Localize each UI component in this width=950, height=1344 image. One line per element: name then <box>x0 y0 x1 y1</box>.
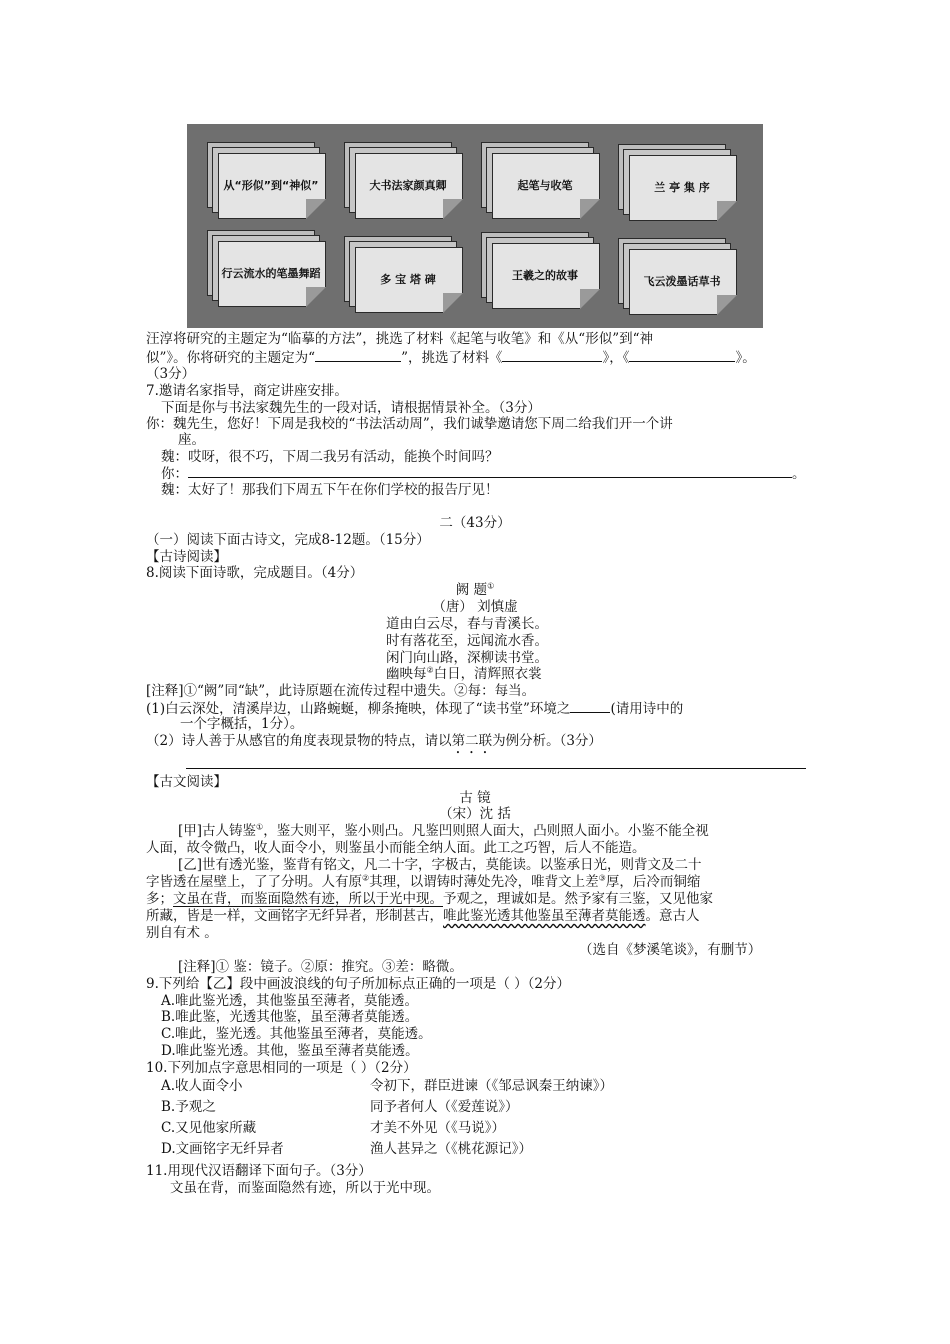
card-label: 王羲之的故事 <box>512 269 578 282</box>
prose-author: （宋）沈 括 <box>439 806 511 822</box>
yi-4-wavy: 唯此鉴光透其他鉴虽至薄者莫能透 <box>443 908 646 924</box>
card-label: 从“形似”到“神似” <box>223 179 319 192</box>
jia-1b: ，鉴大则平，鉴小则凸。凡鉴凹则照人面大，凸则照人面小。小鉴不能全视 <box>263 823 709 839</box>
q9-title: 9.下列给【乙】段中画波浪线的句子所加标点正确的一项是（ ）（2分） <box>146 976 571 992</box>
poem-line-4a: 幽映每 <box>386 666 427 682</box>
poem-notes: [注释]①“阙”同“缺”，此诗原题在流传过程中遗失。②每：每当。 <box>146 683 536 699</box>
poem-line-2: 时有落花至，远闻流水香。 <box>386 633 548 649</box>
q8-title: 8.阅读下面诗歌，完成题目。（4分） <box>146 565 364 581</box>
q8-sub1-text: (1)白云深处，清溪岸边，山路蜿蜒，柳条掩映，体现了“读书堂”环境之 <box>146 701 571 717</box>
q8-sub2-text-b: 为例分析。（3分） <box>492 733 602 749</box>
prose-title: 古 镜 <box>459 790 491 806</box>
yi-line-2 <box>146 874 700 890</box>
yi-3a: 多； <box>146 891 173 907</box>
card-label: 兰 亭 集 序 <box>654 181 710 194</box>
q10-a-right: 令初下，群臣进谏（《邹忌讽秦王纳谏》） <box>370 1078 613 1094</box>
yi-2-note2: ③ <box>598 873 606 883</box>
q9-option-b[interactable]: B.唯此鉴，光透其他鉴，虽至薄者莫能透。 <box>161 1009 419 1025</box>
q9-option-c[interactable]: C.唯此，鉴光透。其他鉴虽至薄者，莫能透。 <box>161 1026 432 1042</box>
q7-you-2-label: 你： <box>161 466 188 482</box>
q10-c-left[interactable]: C.又见他家所藏 <box>161 1120 257 1136</box>
yi-line-5: 别自有术 。 <box>146 925 218 941</box>
poem-author: （唐） 刘慎虚 <box>432 599 518 615</box>
q6-line1: 汪淳将研究的主题定为“临摹的方法”，挑选了材料《起笔与收笔》和《从“形似”到“神 <box>146 331 654 347</box>
q7-title: 7.邀请名家指导，商定讲座安排。 <box>146 383 348 399</box>
yi-line-1: [乙]世有透光鉴，鉴背有铭文，凡二十字，字极古，莫能读。以鉴承日光，则背文及二十 <box>178 857 702 873</box>
q6-score: （3分） <box>146 366 196 382</box>
q11-sentence: 文虽在背，而鉴面隐然有迹，所以于光中现。 <box>170 1180 440 1196</box>
yi-4a: 所藏，皆是一样，文画铭字无纤异者，形制甚古， <box>146 908 443 924</box>
q10-d-right: 渔人甚异之（《桃花源记》） <box>370 1141 532 1157</box>
q6-blank-material-1[interactable] <box>502 349 602 362</box>
yi-3-underlined: 文虽在背，而鉴面隐然有迹，所以于光中现。 <box>173 891 443 907</box>
q11-title: 11.用现代汉语翻译下面句子。（3分） <box>146 1163 372 1179</box>
q8-sub2 <box>146 733 602 757</box>
yi-2b: 其理，以谓铸时薄处先冷，唯背文上差 <box>369 874 599 890</box>
yi-3b: 予观之，理诚如是。然予家有三鉴，又见他家 <box>443 891 713 907</box>
yi-line-3 <box>146 891 713 907</box>
q6-text-c: 》，《 <box>602 350 630 366</box>
q9-option-a[interactable]: A.唯此鉴光透，其他鉴虽至薄者，莫能透。 <box>161 993 419 1009</box>
section2-part1: （一）阅读下面古诗文，完成8-12题。（15分） <box>146 532 430 548</box>
card-4 <box>618 144 736 220</box>
poem-line-1: 道由白云尽，春与青溪长。 <box>386 616 548 632</box>
q6-blank-topic[interactable] <box>315 349 401 362</box>
q7-you-1b: 座。 <box>178 432 205 448</box>
q9-option-d[interactable]: D.唯此鉴光透。其他，鉴虽至薄者莫能透。 <box>161 1043 419 1059</box>
yi-2a: 字皆透在屋壁上，了了分明。人有原 <box>146 874 362 890</box>
card-label: 飞云泼墨话草书 <box>643 275 721 288</box>
q7-you-1a: 你：魏先生，您好！下周是我校的“书法活动周”，我们诚挚邀请您下周二给我们开一个讲 <box>146 416 673 432</box>
q6-blank-material-2[interactable] <box>629 349 735 362</box>
jia-line-1 <box>178 823 709 839</box>
card-6 <box>344 236 462 312</box>
q7-answer-blank[interactable] <box>188 465 792 478</box>
q10-a-left[interactable]: A.收人面令小 <box>161 1078 243 1094</box>
jia-line-2: 人面，故令微凸，收人面令小，则鉴虽小而能全纳人面。此工之巧智，后人不能造。 <box>146 840 646 856</box>
q10-b-right: 同予者何人（《爱莲说》） <box>370 1099 519 1115</box>
poem-title <box>400 582 550 598</box>
card-1 <box>207 142 325 218</box>
yi-2-note: ② <box>362 873 370 883</box>
poem-line-4-note: ② <box>426 665 434 675</box>
q8-sub2-text-a: （2）诗人善于从感官的角度表现景物的特点，请以 <box>146 733 452 749</box>
poem-line-4 <box>386 666 542 682</box>
q6-line2 <box>146 349 756 366</box>
card-8 <box>618 238 736 314</box>
q7-you-2 <box>161 465 806 482</box>
q7-wei-2: 魏：太好了！那我们下周五下午在你们学校的报告厅见！ <box>161 482 499 498</box>
q8-sub1-blank[interactable] <box>570 700 610 713</box>
poem-title-text: 阙 题 <box>455 582 488 598</box>
q8-sub2-dotted: 第二联 <box>451 733 493 749</box>
q6-text-d: 》。 <box>735 350 756 366</box>
prose-source: （选自《梦溪笔谈》，有删节） <box>579 942 762 958</box>
cards-photo <box>187 124 763 328</box>
q7-intro: 下面是你与书法家魏先生的一段对话，请根据情景补全。（3分） <box>161 400 541 416</box>
prose-header: 【古文阅读】 <box>146 774 227 790</box>
q7-you-2-end: 。 <box>792 466 806 482</box>
card-2 <box>344 142 462 218</box>
yi-line-4 <box>146 908 700 924</box>
q10-c-right: 才美不外见（《马说》） <box>370 1120 505 1136</box>
poem-header: 【古诗阅读】 <box>146 549 227 565</box>
yi-4b: 。意古人 <box>645 908 700 924</box>
card-label: 多 宝 塔 碑 <box>380 273 436 286</box>
section2-title: 二（43分） <box>439 515 511 531</box>
card-3 <box>481 142 599 218</box>
card-5 <box>207 230 325 306</box>
yi-2c: 厚，后冷而铜缩 <box>605 874 701 890</box>
q10-d-left[interactable]: D.文画铭字无纤异者 <box>161 1141 284 1157</box>
poem-title-note: ① <box>487 581 495 591</box>
q7-wei-1: 魏：哎呀，很不巧，下周二我另有活动，能换个时间吗？ <box>161 449 499 465</box>
jia-note: ① <box>256 822 264 832</box>
q8-answer-line[interactable] <box>186 768 806 769</box>
prose-notes: [注释]① 鉴：镜子。②原：推究。③差：略微。 <box>178 959 463 975</box>
q6-text-b: ”，挑选了材料《 <box>401 350 503 366</box>
card-7 <box>481 232 599 308</box>
q8-sub1 <box>146 700 683 717</box>
card-label: 行云流水的笔墨舞蹈 <box>221 267 321 280</box>
q8-sub1-hint: (请用诗中的 <box>610 701 684 717</box>
poem-line-3: 闲门向山路，深柳读书堂。 <box>386 650 548 666</box>
jia-1a: [甲]古人铸鉴 <box>178 823 257 839</box>
q8-sub1-cont: 一个字概括，1分）。 <box>180 716 304 732</box>
card-label: 起笔与收笔 <box>517 179 573 192</box>
q10-b-left[interactable]: B.予观之 <box>161 1099 216 1115</box>
q6-text-a: 似”》。你将研究的主题定为“ <box>146 350 316 366</box>
q10-title: 10.下列加点字意思相同的一项是（ ）（2分） <box>146 1060 417 1076</box>
card-label: 大书法家颜真卿 <box>369 179 447 192</box>
poem-line-4b: 白日，清辉照衣裳 <box>433 666 542 682</box>
